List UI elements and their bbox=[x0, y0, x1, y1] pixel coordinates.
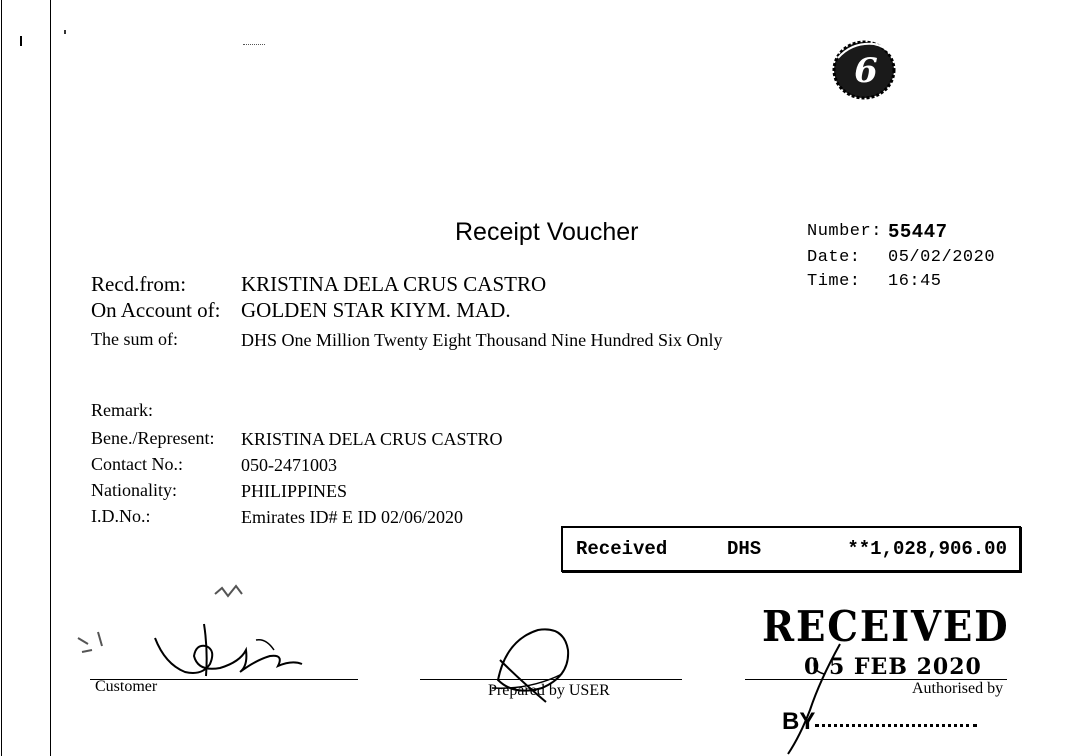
received-stamp-date: 0 5 FEB 2020 bbox=[804, 654, 982, 680]
date-value: 05/02/2020 bbox=[888, 248, 996, 267]
authorised-by-label: Authorised by bbox=[912, 680, 1004, 697]
number-value: 55447 bbox=[888, 221, 948, 243]
voucher-title: Receipt Voucher bbox=[455, 218, 639, 246]
on-account-value: GOLDEN STAR KIYM. MAD. bbox=[241, 298, 511, 322]
left-margin-line bbox=[50, 0, 51, 756]
number-label: Number: bbox=[807, 222, 882, 241]
received-amount-box bbox=[561, 526, 1021, 572]
customer-label: Customer bbox=[95, 678, 158, 695]
stamp-authoriser-signature bbox=[780, 640, 850, 756]
recd-from-label: Recd.from: bbox=[91, 272, 187, 296]
received-currency: DHS bbox=[727, 538, 762, 560]
prepared-by-label: Prepared by USER bbox=[488, 682, 610, 699]
remark-label: Remark: bbox=[91, 400, 153, 420]
nationality-label: Nationality: bbox=[91, 480, 177, 500]
bene-label: Bene./Represent: bbox=[91, 428, 215, 448]
company-seal-logo bbox=[826, 36, 904, 102]
scan-speck bbox=[243, 44, 265, 46]
contact-value: 050-2471003 bbox=[241, 455, 337, 475]
on-account-label: On Account of: bbox=[91, 298, 221, 322]
recd-from-value: KRISTINA DELA CRUS CASTRO bbox=[241, 272, 547, 296]
bene-value: KRISTINA DELA CRUS CASTRO bbox=[241, 429, 503, 449]
time-label: Time: bbox=[807, 272, 861, 291]
stamp-by-label: BY bbox=[782, 708, 816, 735]
sum-label: The sum of: bbox=[91, 329, 178, 349]
customer-signature bbox=[70, 580, 330, 690]
stamp-by-dotted-line bbox=[815, 724, 977, 727]
date-label: Date: bbox=[807, 248, 861, 267]
time-value: 16:45 bbox=[888, 272, 942, 291]
sum-value: DHS One Million Twenty Eight Thousand Nine Hundred Six Only bbox=[241, 330, 723, 350]
nationality-value: PHILIPPINES bbox=[241, 481, 348, 501]
received-amount: **1,028,906.00 bbox=[847, 538, 1007, 560]
id-label: I.D.No.: bbox=[91, 506, 151, 526]
scan-speck bbox=[20, 36, 22, 46]
prepared-by-signature bbox=[480, 620, 590, 710]
left-edge-line bbox=[1, 0, 2, 756]
seal-glyph: 6 bbox=[854, 51, 878, 91]
received-stamp-text: RECEIVED bbox=[762, 602, 1010, 651]
contact-label: Contact No.: bbox=[91, 454, 183, 474]
id-value: Emirates ID# E ID 02/06/2020 bbox=[241, 507, 463, 527]
scan-speck bbox=[64, 30, 66, 34]
received-label: Received bbox=[576, 538, 668, 560]
